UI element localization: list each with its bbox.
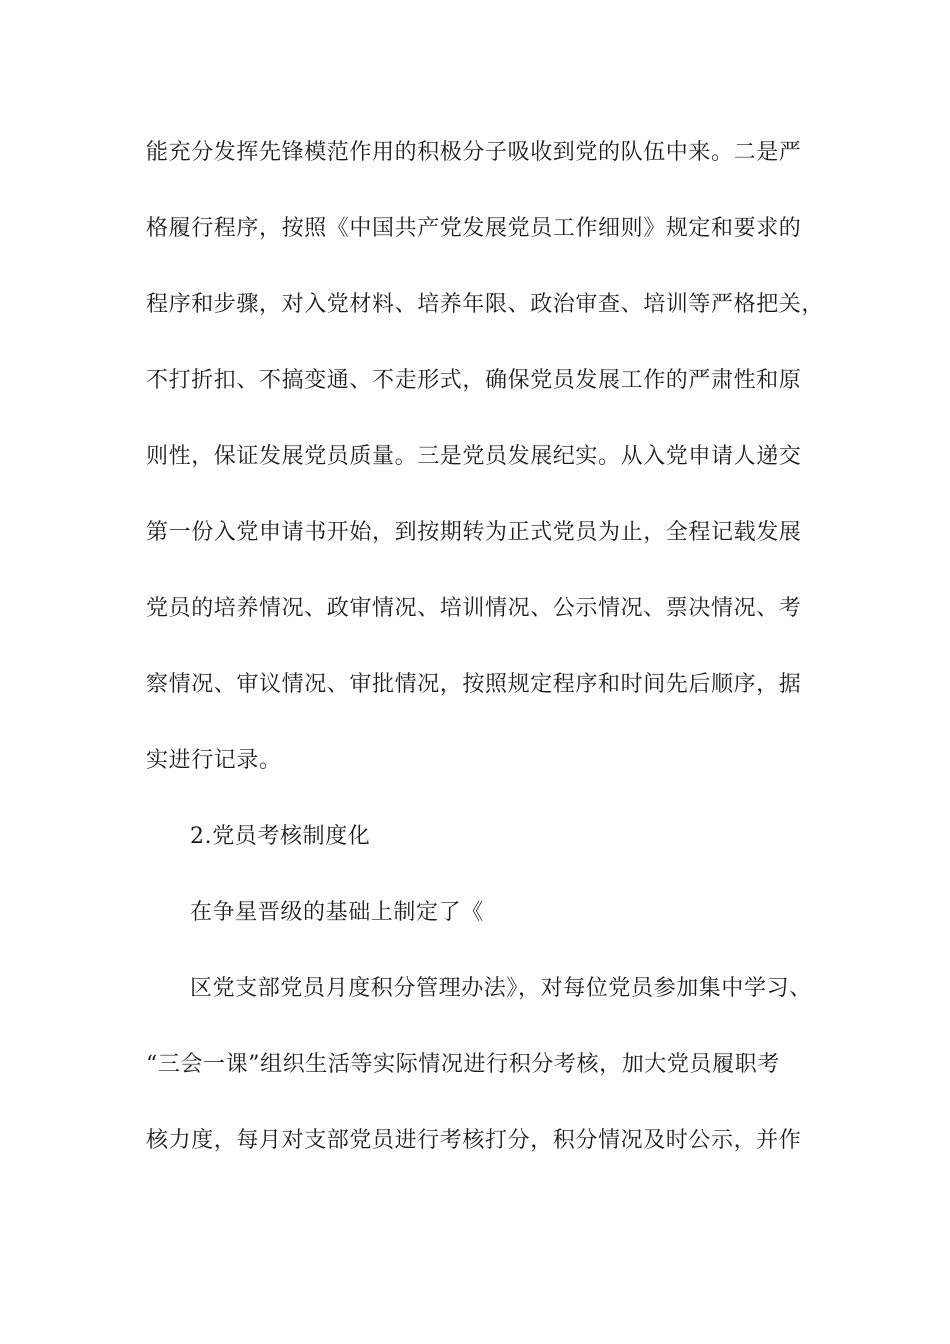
paragraph-line: 格履行程序，按照《中国共产党发展党员工作细则》规定和要求的 — [146, 216, 802, 241]
paragraph-line: “三会一课”组织生活等实际情况进行积分考核，加大党员履职考 — [146, 1052, 780, 1077]
paragraph-line: 在争星晋级的基础上制定了《 — [190, 900, 484, 925]
paragraph-line: 核力度，每月对支部党员进行考核打分，积分情况及时公示，并作 — [146, 1128, 802, 1153]
paragraph-line: 第一份入党申请书开始，到按期转为正式党员为止，全程记载发展 — [146, 520, 802, 545]
paragraph-line: 不打折扣、不搞变通、不走形式，确保党员发展工作的严肃性和原 — [146, 368, 802, 393]
paragraph-line: 程序和步骤，对入党材料、培养年限、政治审查、培训等严格把关， — [146, 292, 825, 317]
section-heading: 2.党员考核制度化 — [190, 824, 371, 849]
paragraph-line: 则性，保证发展党员质量。三是党员发展纪实。从入党申请人递交 — [146, 444, 802, 469]
paragraph-line: 察情况、审议情况、审批情况，按照规定程序和时间先后顺序，据 — [146, 672, 802, 697]
paragraph-line: 党员的培养情况、政审情况、培训情况、公示情况、票决情况、考 — [146, 596, 802, 621]
paragraph-line: 能充分发挥先锋模范作用的积极分子吸收到党的队伍中来。二是严 — [146, 140, 802, 165]
paragraph-line: 实进行记录。 — [146, 748, 282, 773]
paragraph-line: 区党支部党员月度积分管理办法》，对每位党员参加集中学习、 — [190, 976, 812, 1001]
